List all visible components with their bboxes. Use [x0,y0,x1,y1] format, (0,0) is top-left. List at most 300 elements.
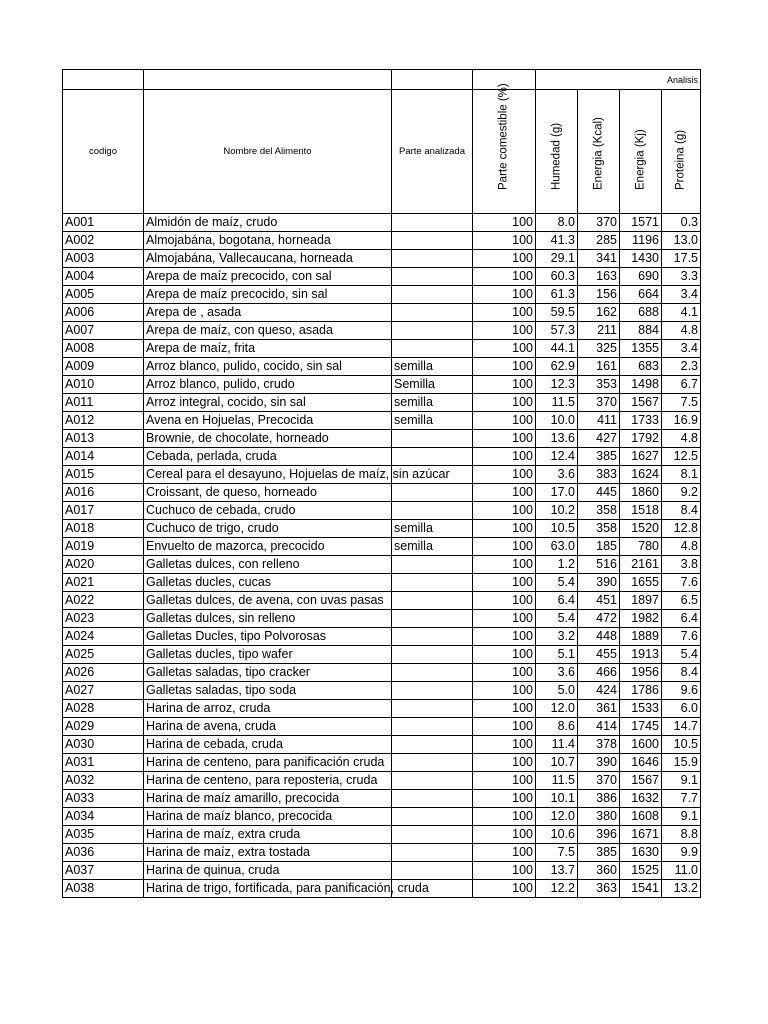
cell-nombre[interactable]: Galletas saladas, tipo soda [144,682,392,700]
cell-humedad[interactable]: 59.5 [536,304,578,322]
cell-proteina[interactable]: 7.6 [662,628,701,646]
cell-proteina[interactable]: 14.7 [662,718,701,736]
cell-codigo[interactable]: A019 [63,538,144,556]
cell-energia-kcal[interactable]: 378 [578,736,620,754]
cell-energia-kj[interactable]: 1624 [620,466,662,484]
cell-codigo[interactable]: A020 [63,556,144,574]
cell-parte-analizada[interactable] [392,556,473,574]
cell-codigo[interactable]: A018 [63,520,144,538]
cell-proteina[interactable]: 4.8 [662,322,701,340]
cell-codigo[interactable]: A023 [63,610,144,628]
cell-nombre[interactable]: Avena en Hojuelas, Precocida [144,412,392,430]
cell-parte-analizada[interactable] [392,736,473,754]
cell-parte-comestible[interactable]: 100 [473,358,536,376]
cell-nombre[interactable]: Arepa de maíz, frita [144,340,392,358]
cell-energia-kj[interactable]: 780 [620,538,662,556]
cell-parte-analizada[interactable]: semilla [392,520,473,538]
cell-parte-comestible[interactable]: 100 [473,466,536,484]
cell-codigo[interactable]: A017 [63,502,144,520]
cell-proteina[interactable]: 3.3 [662,268,701,286]
header-codigo[interactable]: codigo [63,90,144,214]
cell-humedad[interactable]: 10.5 [536,520,578,538]
cell-energia-kcal[interactable]: 185 [578,538,620,556]
cell-energia-kcal[interactable]: 396 [578,826,620,844]
cell-humedad[interactable]: 13.7 [536,862,578,880]
cell-nombre[interactable]: Harina de cebada, cruda [144,736,392,754]
analysis-group-label[interactable]: Analisis [536,70,701,90]
cell-humedad[interactable]: 63.0 [536,538,578,556]
header-parte-comestible[interactable]: Parte comestible (%) [473,90,536,214]
cell-codigo[interactable]: A021 [63,574,144,592]
cell-humedad[interactable]: 10.2 [536,502,578,520]
cell-humedad[interactable]: 12.0 [536,700,578,718]
cell-proteina[interactable]: 8.4 [662,502,701,520]
cell-parte-analizada[interactable] [392,808,473,826]
cell-energia-kcal[interactable]: 361 [578,700,620,718]
cell-parte-comestible[interactable]: 100 [473,718,536,736]
cell-codigo[interactable]: A016 [63,484,144,502]
cell-humedad[interactable]: 5.1 [536,646,578,664]
cell-parte-comestible[interactable]: 100 [473,754,536,772]
cell-parte-comestible[interactable]: 100 [473,880,536,898]
cell-nombre[interactable]: Harina de quinua, cruda [144,862,392,880]
cell-proteina[interactable]: 13.2 [662,880,701,898]
cell-parte-analizada[interactable] [392,592,473,610]
cell-parte-comestible[interactable]: 100 [473,556,536,574]
cell-parte-comestible[interactable]: 100 [473,574,536,592]
cell-energia-kj[interactable]: 1541 [620,880,662,898]
cell-energia-kj[interactable]: 1196 [620,232,662,250]
cell-nombre[interactable]: Galletas saladas, tipo cracker [144,664,392,682]
cell-parte-analizada[interactable] [392,754,473,772]
cell-proteina[interactable]: 8.8 [662,826,701,844]
cell-energia-kcal[interactable]: 163 [578,268,620,286]
cell-codigo[interactable]: A008 [63,340,144,358]
cell-energia-kj[interactable]: 1745 [620,718,662,736]
cell-energia-kcal[interactable]: 370 [578,394,620,412]
cell-parte-analizada[interactable]: semilla [392,538,473,556]
cell-proteina[interactable]: 2.3 [662,358,701,376]
cell-parte-analizada[interactable] [392,214,473,232]
cell-energia-kj[interactable]: 1430 [620,250,662,268]
cell-parte-comestible[interactable]: 100 [473,700,536,718]
cell-parte-analizada[interactable] [392,826,473,844]
cell-codigo[interactable]: A015 [63,466,144,484]
cell-parte-analizada[interactable] [392,322,473,340]
cell-energia-kcal[interactable]: 370 [578,772,620,790]
cell-parte-analizada[interactable] [392,772,473,790]
cell-energia-kj[interactable]: 1600 [620,736,662,754]
cell-parte-analizada[interactable] [392,718,473,736]
cell-energia-kj[interactable]: 1897 [620,592,662,610]
cell-energia-kj[interactable]: 1792 [620,430,662,448]
cell-codigo[interactable]: A009 [63,358,144,376]
cell-proteina[interactable]: 6.0 [662,700,701,718]
cell-energia-kcal[interactable]: 363 [578,880,620,898]
cell-codigo[interactable]: A004 [63,268,144,286]
cell-proteina[interactable]: 8.4 [662,664,701,682]
cell-nombre[interactable]: Harina de trigo, fortificada, para panificación, cruda [144,880,392,898]
cell-parte-analizada[interactable] [392,484,473,502]
cell-energia-kcal[interactable]: 161 [578,358,620,376]
cell-nombre[interactable]: Arepa de maíz precocido, con sal [144,268,392,286]
cell-parte-comestible[interactable]: 100 [473,664,536,682]
cell-humedad[interactable]: 6.4 [536,592,578,610]
cell-nombre[interactable]: Cereal para el desayuno, Hojuelas de maíz, sin azúcar [144,466,392,484]
cell-energia-kj[interactable]: 1671 [620,826,662,844]
cell-codigo[interactable]: A032 [63,772,144,790]
cell-codigo[interactable]: A035 [63,826,144,844]
cell-proteina[interactable]: 9.6 [662,682,701,700]
cell-parte-comestible[interactable]: 100 [473,376,536,394]
cell-nombre[interactable]: Almojabána, bogotana, horneada [144,232,392,250]
cell-parte-comestible[interactable]: 100 [473,520,536,538]
cell-codigo[interactable]: A028 [63,700,144,718]
cell-energia-kj[interactable]: 1608 [620,808,662,826]
cell-energia-kj[interactable]: 1498 [620,376,662,394]
cell-nombre[interactable]: Galletas ducles, tipo wafer [144,646,392,664]
cell-proteina[interactable]: 7.6 [662,574,701,592]
cell-codigo[interactable]: A033 [63,790,144,808]
cell-nombre[interactable]: Arepa de maíz precocido, sin sal [144,286,392,304]
cell-proteina[interactable]: 6.5 [662,592,701,610]
cell-energia-kcal[interactable]: 156 [578,286,620,304]
cell-proteina[interactable]: 16.9 [662,412,701,430]
header-proteina[interactable]: Proteina (g) [662,90,701,214]
cell-proteina[interactable]: 4.1 [662,304,701,322]
cell-energia-kcal[interactable]: 451 [578,592,620,610]
cell-proteina[interactable]: 3.8 [662,556,701,574]
cell-codigo[interactable]: A030 [63,736,144,754]
cell-proteina[interactable]: 9.2 [662,484,701,502]
cell-codigo[interactable]: A025 [63,646,144,664]
cell-nombre[interactable]: Brownie, de chocolate, horneado [144,430,392,448]
cell-parte-comestible[interactable]: 100 [473,250,536,268]
cell-humedad[interactable]: 10.0 [536,412,578,430]
cell-parte-analizada[interactable] [392,664,473,682]
cell-energia-kcal[interactable]: 427 [578,430,620,448]
cell-humedad[interactable]: 41.3 [536,232,578,250]
cell-energia-kj[interactable]: 1956 [620,664,662,682]
cell-energia-kj[interactable]: 1733 [620,412,662,430]
cell-parte-analizada[interactable] [392,268,473,286]
cell-codigo[interactable]: A034 [63,808,144,826]
cell-codigo[interactable]: A031 [63,754,144,772]
cell-codigo[interactable]: A014 [63,448,144,466]
cell-energia-kj[interactable]: 1518 [620,502,662,520]
cell-nombre[interactable]: Galletas dulces, de avena, con uvas pasas [144,592,392,610]
cell-proteina[interactable]: 15.9 [662,754,701,772]
cell-parte-analizada[interactable] [392,232,473,250]
cell-humedad[interactable]: 5.4 [536,610,578,628]
cell-energia-kcal[interactable]: 390 [578,574,620,592]
cell[interactable] [392,70,473,90]
header-humedad[interactable]: Humedad (g) [536,90,578,214]
cell-codigo[interactable]: A026 [63,664,144,682]
cell-parte-comestible[interactable]: 100 [473,214,536,232]
cell-codigo[interactable]: A038 [63,880,144,898]
cell-energia-kcal[interactable]: 383 [578,466,620,484]
cell-proteina[interactable]: 5.4 [662,646,701,664]
cell-parte-comestible[interactable]: 100 [473,682,536,700]
cell-codigo[interactable]: A011 [63,394,144,412]
cell-humedad[interactable]: 11.4 [536,736,578,754]
cell-codigo[interactable]: A012 [63,412,144,430]
cell-energia-kj[interactable]: 1567 [620,772,662,790]
cell-proteina[interactable]: 11.0 [662,862,701,880]
cell-proteina[interactable]: 13.0 [662,232,701,250]
cell-energia-kj[interactable]: 1786 [620,682,662,700]
cell-parte-comestible[interactable]: 100 [473,340,536,358]
cell-parte-comestible[interactable]: 100 [473,592,536,610]
cell-proteina[interactable]: 3.4 [662,286,701,304]
cell-parte-analizada[interactable]: semilla [392,412,473,430]
cell-proteina[interactable]: 4.8 [662,430,701,448]
cell-humedad[interactable]: 11.5 [536,772,578,790]
cell-parte-comestible[interactable]: 100 [473,628,536,646]
cell-parte-comestible[interactable]: 100 [473,430,536,448]
cell-parte-comestible[interactable]: 100 [473,538,536,556]
cell-humedad[interactable]: 29.1 [536,250,578,268]
cell-energia-kcal[interactable]: 466 [578,664,620,682]
cell-proteina[interactable]: 12.8 [662,520,701,538]
cell-nombre[interactable]: Galletas ducles, cucas [144,574,392,592]
cell-energia-kcal[interactable]: 448 [578,628,620,646]
cell-nombre[interactable]: Harina de maíz, extra tostada [144,844,392,862]
cell-humedad[interactable]: 8.6 [536,718,578,736]
cell-nombre[interactable]: Harina de maíz amarillo, precocida [144,790,392,808]
cell-humedad[interactable]: 62.9 [536,358,578,376]
cell-parte-analizada[interactable] [392,448,473,466]
cell-parte-analizada[interactable] [392,610,473,628]
cell-parte-comestible[interactable]: 100 [473,448,536,466]
cell-energia-kj[interactable]: 688 [620,304,662,322]
cell-energia-kcal[interactable]: 385 [578,448,620,466]
cell-nombre[interactable]: Harina de maíz, extra cruda [144,826,392,844]
cell-parte-analizada[interactable]: semilla [392,358,473,376]
cell-proteina[interactable]: 9.9 [662,844,701,862]
cell-energia-kcal[interactable]: 386 [578,790,620,808]
cell-energia-kcal[interactable]: 325 [578,340,620,358]
cell-humedad[interactable]: 12.2 [536,880,578,898]
cell-proteina[interactable]: 9.1 [662,808,701,826]
cell-proteina[interactable]: 7.5 [662,394,701,412]
cell-proteina[interactable]: 7.7 [662,790,701,808]
cell-energia-kj[interactable]: 1860 [620,484,662,502]
cell-energia-kcal[interactable]: 445 [578,484,620,502]
cell-humedad[interactable]: 10.6 [536,826,578,844]
cell-energia-kj[interactable]: 690 [620,268,662,286]
cell-energia-kcal[interactable]: 358 [578,520,620,538]
cell-parte-comestible[interactable]: 100 [473,808,536,826]
cell-parte-analizada[interactable] [392,430,473,448]
cell-nombre[interactable]: Arepa de , asada [144,304,392,322]
cell-parte-analizada[interactable] [392,646,473,664]
cell-codigo[interactable]: A001 [63,214,144,232]
cell-parte-comestible[interactable]: 100 [473,844,536,862]
cell-nombre[interactable]: Cuchuco de trigo, crudo [144,520,392,538]
cell-parte-comestible[interactable]: 100 [473,394,536,412]
cell-energia-kcal[interactable]: 358 [578,502,620,520]
cell-parte-analizada[interactable]: semilla [392,394,473,412]
cell-parte-analizada[interactable] [392,700,473,718]
cell-codigo[interactable]: A027 [63,682,144,700]
cell-energia-kj[interactable]: 1355 [620,340,662,358]
cell-proteina[interactable]: 0.3 [662,214,701,232]
cell-codigo[interactable]: A006 [63,304,144,322]
cell-parte-comestible[interactable]: 100 [473,772,536,790]
cell-proteina[interactable]: 4.8 [662,538,701,556]
cell-parte-analizada[interactable] [392,844,473,862]
cell-energia-kcal[interactable]: 455 [578,646,620,664]
cell-parte-analizada[interactable] [392,682,473,700]
cell-parte-comestible[interactable]: 100 [473,322,536,340]
cell-energia-kj[interactable]: 1533 [620,700,662,718]
cell-energia-kcal[interactable]: 424 [578,682,620,700]
cell-energia-kj[interactable]: 1567 [620,394,662,412]
cell-energia-kcal[interactable]: 390 [578,754,620,772]
cell-energia-kcal[interactable]: 516 [578,556,620,574]
cell-energia-kj[interactable]: 1630 [620,844,662,862]
cell-humedad[interactable]: 10.1 [536,790,578,808]
cell-nombre[interactable]: Galletas dulces, con relleno [144,556,392,574]
cell-nombre[interactable]: Arroz blanco, pulido, crudo [144,376,392,394]
cell-parte-analizada[interactable] [392,340,473,358]
cell-humedad[interactable]: 12.3 [536,376,578,394]
cell-energia-kcal[interactable]: 360 [578,862,620,880]
cell-parte-analizada[interactable] [392,574,473,592]
cell-energia-kj[interactable]: 1632 [620,790,662,808]
cell-parte-comestible[interactable]: 100 [473,286,536,304]
cell-energia-kj[interactable]: 1913 [620,646,662,664]
cell-humedad[interactable]: 3.2 [536,628,578,646]
cell-humedad[interactable]: 10.7 [536,754,578,772]
header-parte-analizada[interactable]: Parte analizada [392,90,473,214]
cell-nombre[interactable]: Arepa de maíz, con queso, asada [144,322,392,340]
cell-parte-comestible[interactable]: 100 [473,502,536,520]
cell-energia-kcal[interactable]: 162 [578,304,620,322]
header-energia-kcal[interactable]: Energia (Kcal) [578,90,620,214]
cell-nombre[interactable]: Almidón de maíz, crudo [144,214,392,232]
cell-parte-comestible[interactable]: 100 [473,484,536,502]
cell-parte-comestible[interactable]: 100 [473,736,536,754]
cell-nombre[interactable]: Cuchuco de cebada, crudo [144,502,392,520]
cell-parte-analizada[interactable] [392,304,473,322]
cell-energia-kcal[interactable]: 414 [578,718,620,736]
cell-nombre[interactable]: Harina de centeno, para panificación cruda [144,754,392,772]
cell-nombre[interactable]: Harina de arroz, cruda [144,700,392,718]
cell-codigo[interactable]: A010 [63,376,144,394]
cell-nombre[interactable]: Harina de avena, cruda [144,718,392,736]
cell-humedad[interactable]: 11.5 [536,394,578,412]
cell-energia-kj[interactable]: 1646 [620,754,662,772]
cell[interactable] [63,70,144,90]
cell-codigo[interactable]: A002 [63,232,144,250]
cell-energia-kj[interactable]: 683 [620,358,662,376]
cell-energia-kcal[interactable]: 353 [578,376,620,394]
cell-parte-analizada[interactable] [392,790,473,808]
cell-codigo[interactable]: A022 [63,592,144,610]
cell-proteina[interactable]: 12.5 [662,448,701,466]
cell-parte-comestible[interactable]: 100 [473,232,536,250]
cell-parte-comestible[interactable]: 100 [473,646,536,664]
header-nombre[interactable]: Nombre del Alimento [144,90,392,214]
cell-codigo[interactable]: A024 [63,628,144,646]
cell-nombre[interactable]: Envuelto de mazorca, precocido [144,538,392,556]
cell-energia-kj[interactable]: 1889 [620,628,662,646]
cell-parte-comestible[interactable]: 100 [473,610,536,628]
cell-nombre[interactable]: Arroz blanco, pulido, cocido, sin sal [144,358,392,376]
cell-energia-kj[interactable]: 1627 [620,448,662,466]
cell-proteina[interactable]: 10.5 [662,736,701,754]
cell-humedad[interactable]: 5.0 [536,682,578,700]
cell-codigo[interactable]: A029 [63,718,144,736]
cell-parte-comestible[interactable]: 100 [473,268,536,286]
cell-nombre[interactable]: Harina de centeno, para reposteria, cruda [144,772,392,790]
cell-nombre[interactable]: Cebada, perlada, cruda [144,448,392,466]
cell-nombre[interactable]: Arroz integral, cocido, sin sal [144,394,392,412]
cell-codigo[interactable]: A013 [63,430,144,448]
cell-humedad[interactable]: 3.6 [536,466,578,484]
cell-humedad[interactable]: 13.6 [536,430,578,448]
cell-proteina[interactable]: 8.1 [662,466,701,484]
cell-humedad[interactable]: 8.0 [536,214,578,232]
cell-proteina[interactable]: 3.4 [662,340,701,358]
cell-humedad[interactable]: 5.4 [536,574,578,592]
cell-nombre[interactable]: Almojabána, Vallecaucana, horneada [144,250,392,268]
cell-codigo[interactable]: A003 [63,250,144,268]
cell-energia-kcal[interactable]: 370 [578,214,620,232]
cell-humedad[interactable]: 57.3 [536,322,578,340]
cell-parte-comestible[interactable]: 100 [473,412,536,430]
cell-energia-kj[interactable]: 884 [620,322,662,340]
cell-codigo[interactable]: A007 [63,322,144,340]
cell-proteina[interactable]: 9.1 [662,772,701,790]
cell-nombre[interactable]: Croissant, de queso, horneado [144,484,392,502]
cell-nombre[interactable]: Harina de maíz blanco, precocida [144,808,392,826]
cell-parte-comestible[interactable]: 100 [473,304,536,322]
cell[interactable] [144,70,392,90]
cell-energia-kcal[interactable]: 411 [578,412,620,430]
cell-humedad[interactable]: 17.0 [536,484,578,502]
cell-codigo[interactable]: A005 [63,286,144,304]
cell-humedad[interactable]: 60.3 [536,268,578,286]
cell-parte-comestible[interactable]: 100 [473,862,536,880]
cell-proteina[interactable]: 17.5 [662,250,701,268]
cell-energia-kcal[interactable]: 341 [578,250,620,268]
cell-energia-kcal[interactable]: 472 [578,610,620,628]
cell-energia-kcal[interactable]: 380 [578,808,620,826]
cell-parte-analizada[interactable] [392,862,473,880]
cell-nombre[interactable]: Galletas dulces, sin relleno [144,610,392,628]
cell-humedad[interactable]: 12.4 [536,448,578,466]
cell-nombre[interactable]: Galletas Ducles, tipo Polvorosas [144,628,392,646]
cell-humedad[interactable]: 44.1 [536,340,578,358]
cell-proteina[interactable]: 6.7 [662,376,701,394]
cell-energia-kcal[interactable]: 385 [578,844,620,862]
cell-humedad[interactable]: 12.0 [536,808,578,826]
cell-parte-analizada[interactable] [392,628,473,646]
cell-parte-analizada[interactable]: Semilla [392,376,473,394]
cell-humedad[interactable]: 3.6 [536,664,578,682]
cell-codigo[interactable]: A036 [63,844,144,862]
cell-humedad[interactable]: 1.2 [536,556,578,574]
cell-proteina[interactable]: 6.4 [662,610,701,628]
cell-energia-kcal[interactable]: 285 [578,232,620,250]
cell-codigo[interactable]: A037 [63,862,144,880]
cell-energia-kj[interactable]: 1571 [620,214,662,232]
header-energia-kj[interactable]: Energia (Kj) [620,90,662,214]
